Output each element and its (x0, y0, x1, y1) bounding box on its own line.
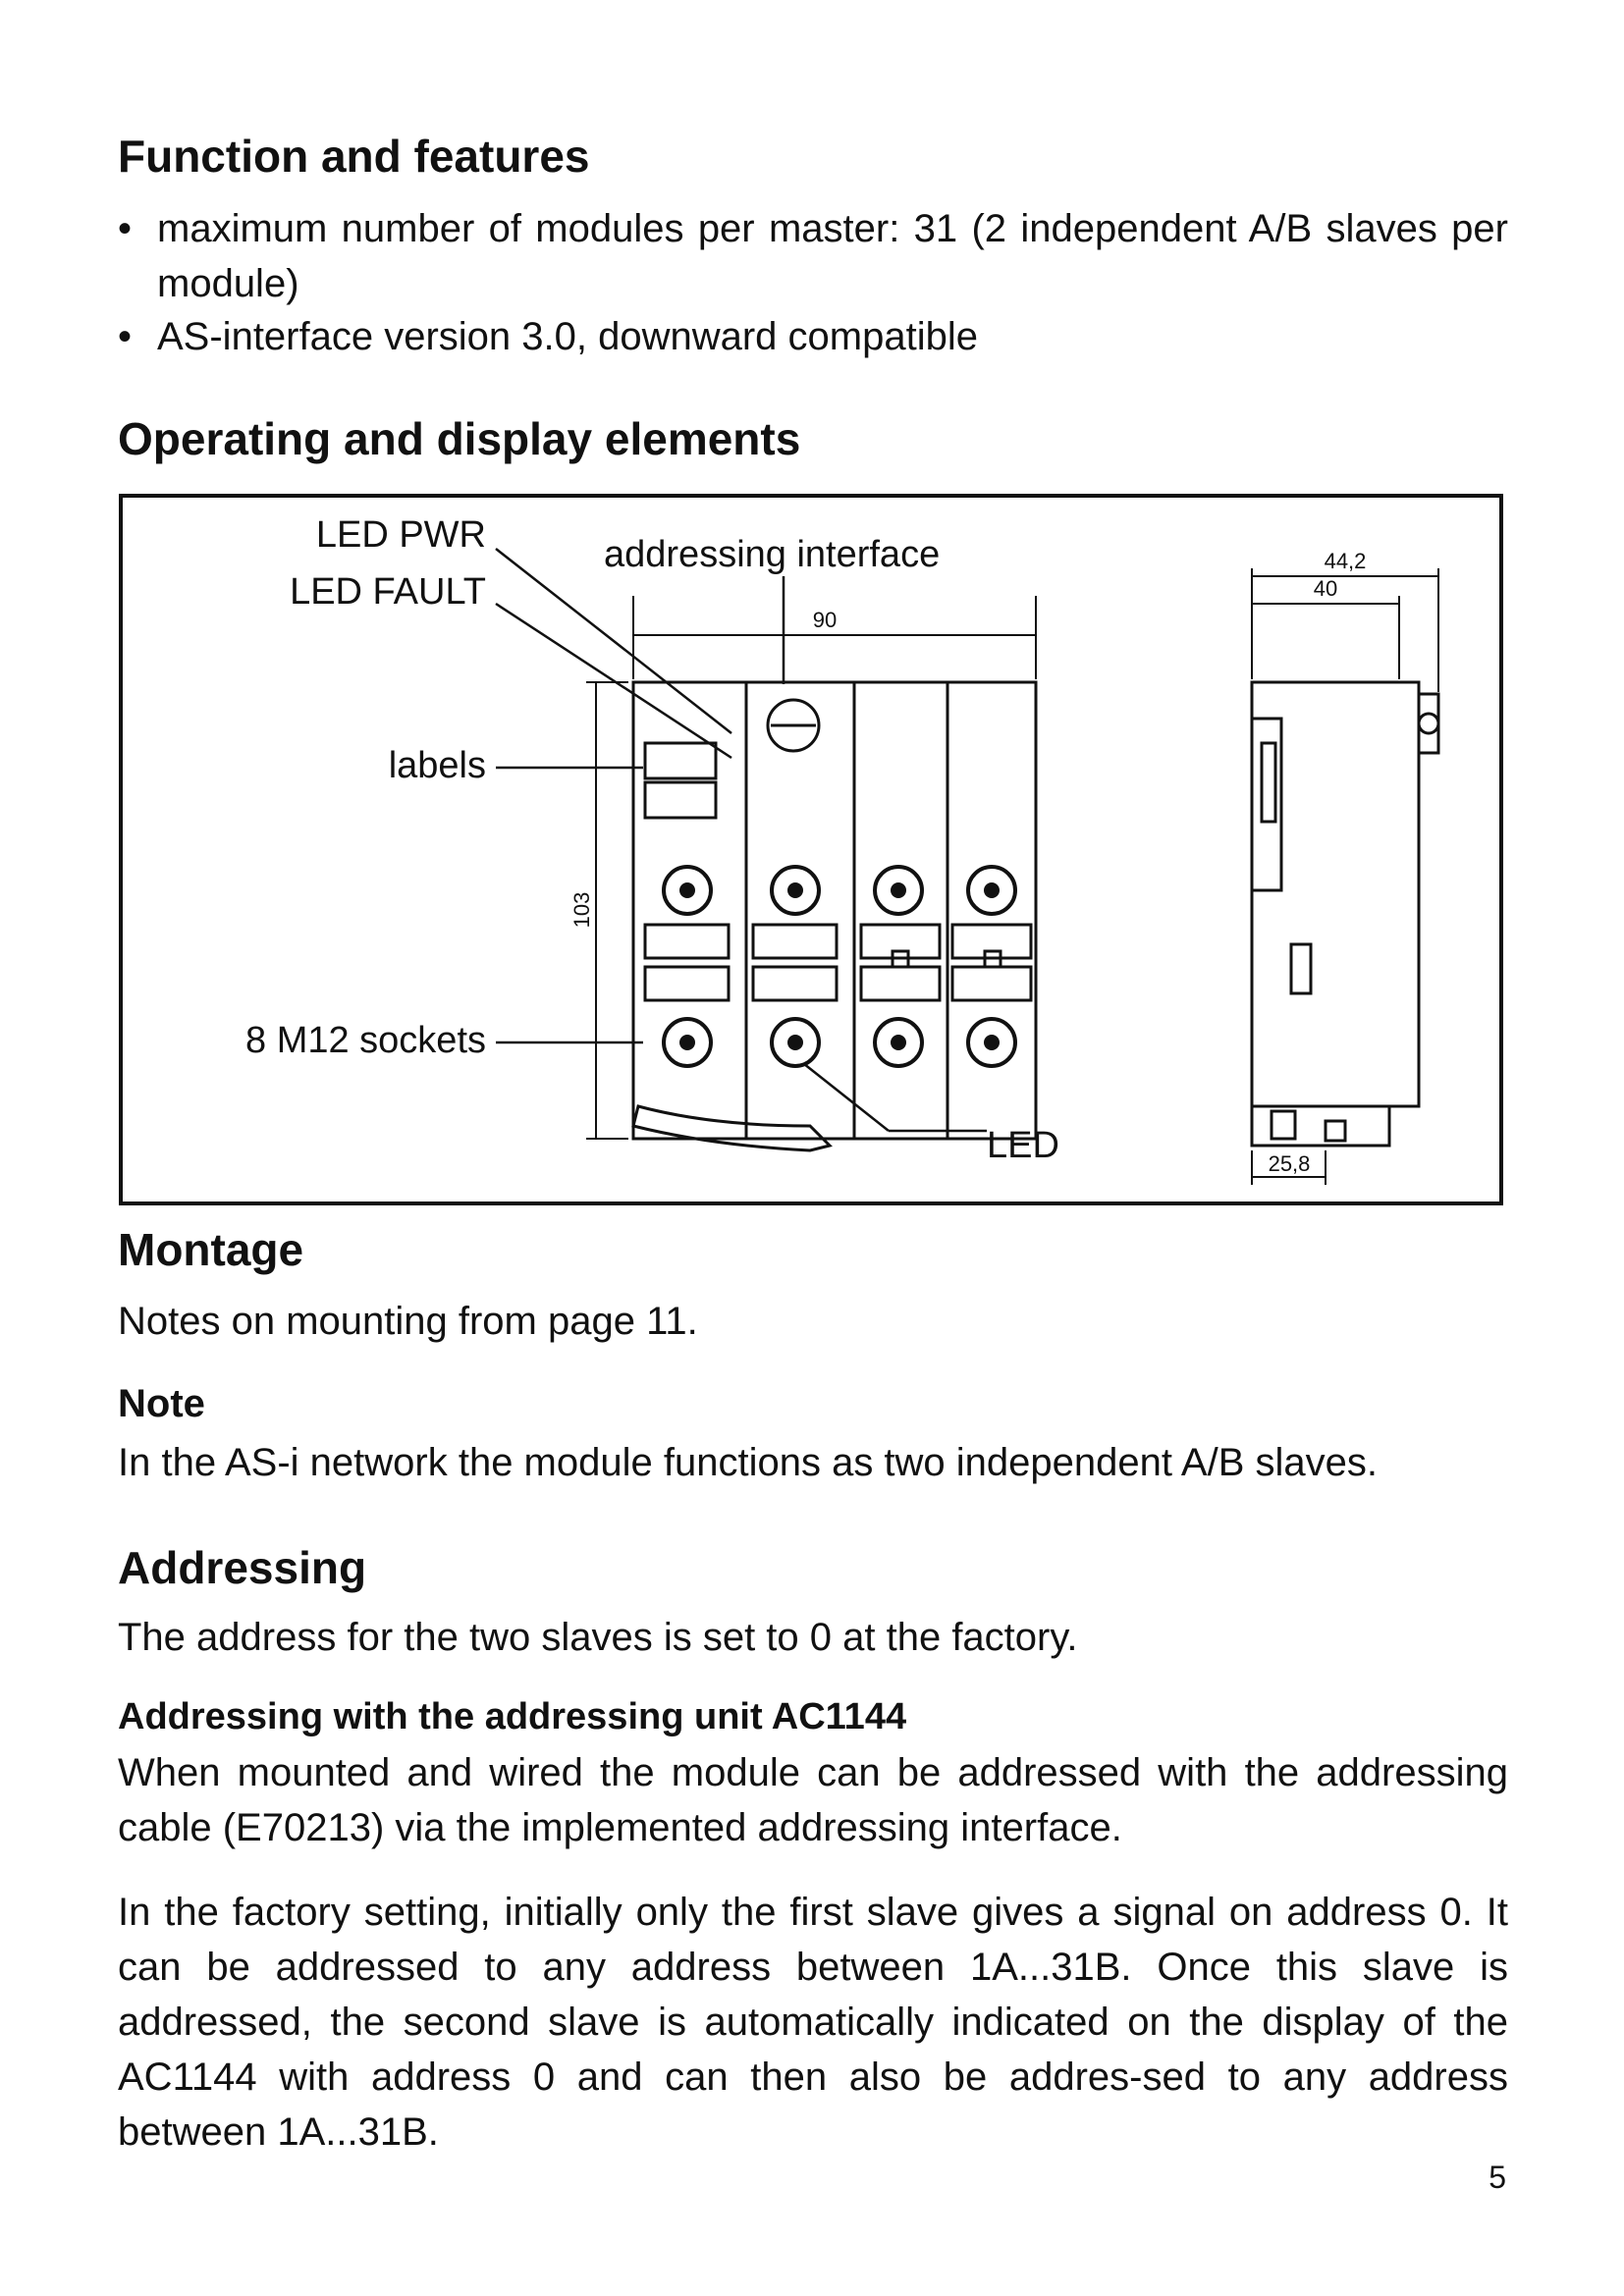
label-labels: labels (388, 745, 486, 786)
heading-addressing-unit: Addressing with the addressing unit AC1144 (118, 1696, 907, 1737)
heading-addressing: Addressing (118, 1542, 367, 1593)
heading-operating-display: Operating and display elements (118, 413, 801, 464)
leader-led-pwr (496, 549, 731, 733)
bullet-item (118, 201, 1508, 311)
addressing-para-1: When mounted and wired the module can be addressed with the addressing cable (E70213) via the implemented addressing interface. (118, 1751, 1508, 1849)
label-led: LED (987, 1125, 1059, 1166)
label-led-fault: LED FAULT (290, 571, 486, 613)
label-addressing-interface: addressing interface (604, 534, 941, 575)
page-number: 5 (1489, 2160, 1506, 2195)
addressing-text: The address for the two slaves is set to 0 at the factory. (118, 1616, 1078, 1659)
label-sockets: 8 M12 sockets (245, 1020, 486, 1061)
heading-function-features: Function and features (118, 131, 590, 182)
dim-height: 103 (569, 891, 594, 929)
label-led-pwr: LED PWR (315, 514, 486, 556)
bullet-item (118, 309, 1508, 364)
bullet-text: maximum number of modules per master: 31 (2 independent A/B slaves per module) (157, 207, 1508, 305)
bullet-text: AS-interface version 3.0, downward compatible (157, 315, 978, 358)
montage-text: Notes on mounting from page 11. (118, 1300, 698, 1343)
heading-note: Note (118, 1382, 205, 1425)
dim-depth-total: 44,2 (1324, 549, 1367, 573)
bullet-icon: • (118, 207, 133, 250)
bullet-icon: • (118, 315, 133, 358)
label-plate (645, 782, 716, 818)
label-plate (645, 743, 716, 778)
addressing-para-2: In the factory setting, initially only the first slave gives a signal on address 0. It can be addressed to any address between 1A...31B. Once this slave is addressed, the second slave is automatically indicated on the display of the AC1144 with address 0 and can then also be addres-sed to any address between 1A...31B. (118, 1891, 1508, 2154)
dim-width: 90 (812, 608, 838, 632)
dim-depth-body: 40 (1313, 576, 1338, 601)
note-text: In the AS-i network the module functions as two independent A/B slaves. (118, 1441, 1378, 1484)
heading-montage: Montage (118, 1224, 304, 1275)
module-drawing-svg (123, 498, 1499, 1201)
front-view (633, 682, 1036, 1150)
dim-base: 25,8 (1268, 1151, 1311, 1176)
module-diagram (119, 494, 1503, 1205)
side-view (1252, 682, 1438, 1146)
